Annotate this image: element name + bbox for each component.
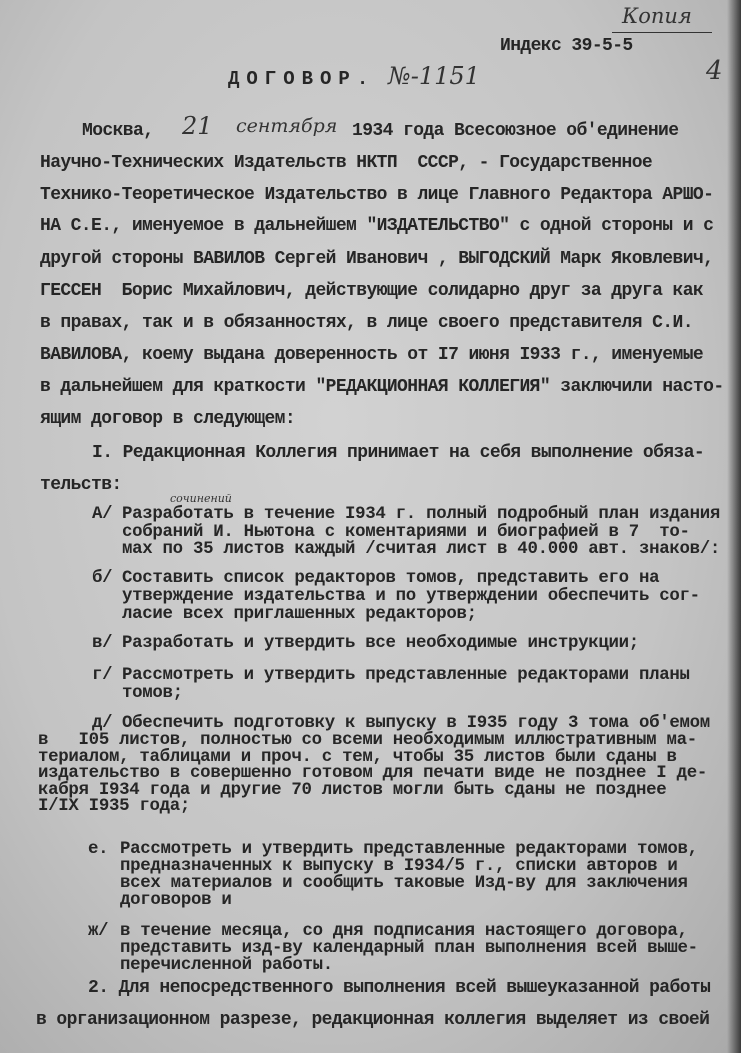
item-line: Разработать в течение I934 г. полный подробный план издания [122, 505, 721, 524]
handwritten-copy-mark: Копия [622, 4, 692, 28]
item-line: Обеспечить подготовку к выпуску в I935 году 3 тома об'емом [122, 714, 710, 733]
section-1-heading: тельств: [40, 475, 122, 495]
item-line: Рассмотреть и утвердить представленные редакторами томов, [120, 840, 698, 859]
scan-edge-shadow [727, 0, 741, 1053]
preamble-line: ГЕССЕН Борис Михайлович, действующие солидарно друг за друга как [40, 281, 704, 301]
item-line: мах по 35 листов каждый /считая лист в 40.000 авт. знаков/: [122, 540, 721, 559]
item-line: кабря I934 года и другие 70 листов могли быть сданы не позднее [38, 781, 667, 800]
item-line: утверждение издательства и по утверждении обеспечить сог- [122, 587, 700, 606]
contract-number-handwritten: №-1151 [388, 62, 480, 90]
item-line: представить изд-ву календарный план выполнения всей выше- [120, 939, 698, 958]
item-line: перечисленной работы. [120, 956, 333, 975]
section-2-line: в организационном разрезе, редакционная коллегия выделяет из своей [36, 1010, 710, 1030]
preamble-line: в правах, так и в обязанностях, в лице своего представителя С.И. [40, 313, 693, 333]
date-month-handwritten: сентября [236, 115, 338, 137]
item-line: собраний И. Ньютона с коментариями и биографией в 7 то- [122, 523, 690, 542]
item-marker: ж/ [88, 922, 109, 941]
preamble-city: Москва, [82, 121, 154, 141]
item-line: издательство в совершенно готовом для печати виде не позднее I де- [38, 764, 707, 783]
item-line: договоров и [120, 891, 232, 910]
item-line: Рассмотреть и утвердить представленные редакторами планы [122, 666, 690, 685]
section-2-line: 2. Для непосредственного выполнения всей вышеуказанной работы [88, 978, 711, 998]
item-line: Разработать и утвердить все необходимые инструкции; [122, 634, 639, 653]
item-marker: А/ [92, 505, 113, 524]
margin-page-number: 4 [706, 56, 723, 86]
preamble-line: 1934 года Всесоюзное об'единение [352, 121, 679, 141]
item-line: предназначенных к выпуску в I934/5 г., списки авторов и [120, 857, 678, 876]
copy-mark-underline [612, 32, 712, 33]
item-line: в течение месяца, со дня подписания настоящего договора, [120, 922, 688, 941]
item-marker: в/ [92, 634, 113, 653]
item-line: I/IX I935 года; [38, 797, 191, 816]
item-line: Составить список редакторов томов, представить его на [122, 569, 660, 588]
item-line: ласие всех приглашенных редакторов; [122, 605, 477, 624]
document-index: Индекс 39-5-5 [500, 36, 633, 56]
item-marker: е. [88, 840, 109, 859]
section-1-heading: I. Редакционная Коллегия принимает на себя выполнение обяза- [92, 443, 705, 463]
preamble-line: ВАВИЛОВА, коему выдана доверенность от I7 июня I933 г., именуемые [40, 345, 704, 365]
item-marker: г/ [92, 666, 113, 685]
preamble-line: в дальнейшем для краткости "РЕДАКЦИОННАЯ КОЛЛЕГИЯ" заключили насто- [40, 377, 724, 397]
date-day-handwritten: 21 [182, 112, 213, 140]
item-marker: д/ [92, 714, 113, 733]
item-marker: б/ [92, 569, 113, 588]
item-line: в I05 листов, полностью со всеми необходимым иллюстративным ма- [38, 731, 697, 750]
document-title: ДОГОВОР. [228, 68, 376, 90]
item-line: териалом, таблицами и проч. с тем, чтобы 35 листов были сданы в [38, 748, 677, 767]
preamble-line: Технико-Теоретическое Издательство в лице Главного Редактора АРШО- [40, 185, 714, 205]
item-line: всех материалов и сообщить таковые Изд-ву для заключения [120, 874, 688, 893]
handwritten-insert: сочинений [170, 492, 232, 505]
preamble-line: другой стороны ВАВИЛОВ Сергей Иванович , ВЫГОДСКИЙ Марк Яковлевич, [40, 249, 714, 269]
preamble-line: ящим договор в следующем: [40, 409, 296, 429]
preamble-line: Научно-Технических Издательств НКТП СССР, - Государственное [40, 153, 653, 173]
item-line: томов; [122, 684, 183, 703]
preamble-line: НА С.Е., именуемое в дальнейшем "ИЗДАТЕЛЬСТВО" с одной стороны и с [40, 216, 714, 236]
